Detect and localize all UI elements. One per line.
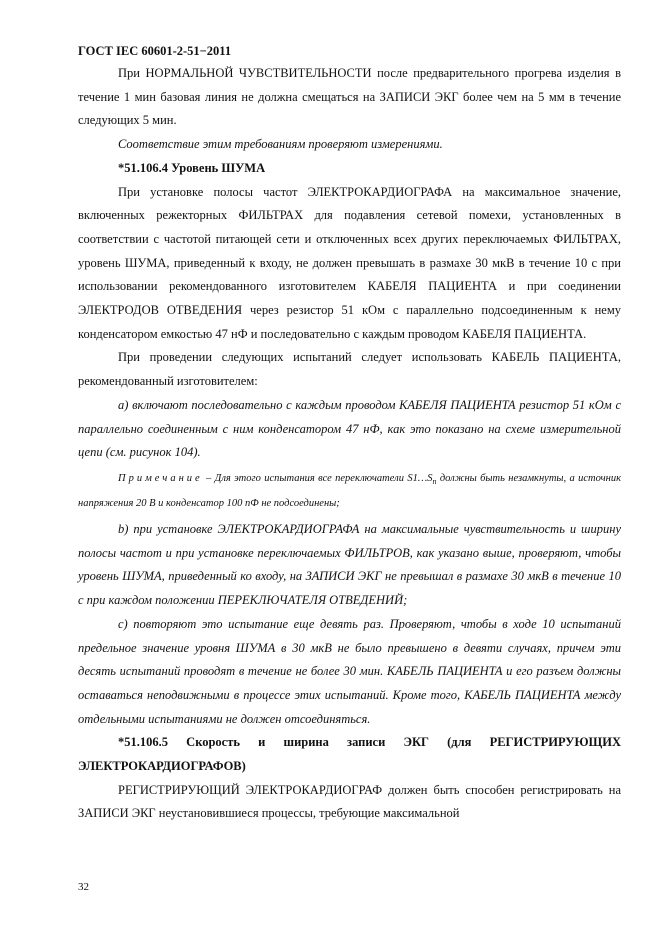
- paragraph-noise-requirement: При установке полосы частот ЭЛЕКТРОКАРДИОГРАФА на максимальное значение, включенных режекторных ФИЛЬТРАХ для подавления сетевой помехи, установленных в соответствии с частотой питающей сети и отключенных всех других переключаемых ФИЛЬТРАХ, уровень ШУМА, приведенный к входу, не должен превышать в размахе 30 мкВ в течение 10 с при использовании рекомендованного изготовителем КАБЕЛЯ ПАЦИЕНТА и при соединении ЭЛЕКТРОДОВ ОТВЕДЕНИЯ через резистор 51 кОм с параллельно подсоединенным к нему конденсатором емкостью 47 нФ и последовательно с каждым проводом КАБЕЛЯ ПАЦИЕНТА.: [78, 184, 621, 341]
- paragraph-baseline-drift: При НОРМАЛЬНОЙ ЧУВСТВИТЕЛЬНОСТИ после предварительного прогрева изделия в течение 1 мин базовая линия не должна смещаться на ЗАПИСИ ЭКГ более чем на 5 мм в течение следующих 5 мин.: [78, 66, 621, 128]
- note-text-b: должны быть незамкнуты, а источник напряжения 20 В и конденсатор 100 пФ не подсоединены;: [78, 472, 621, 510]
- note-text-a: – Для этого испытания все переключатели S1…S: [202, 472, 433, 484]
- section-heading-ecg-speed: *51.106.5 Скорость и ширина записи ЭКГ (для РЕГИСТРИРУЮЩИХ ЭЛЕКТРОКАРДИОГРАФОВ): [78, 735, 621, 774]
- document-header: ГОСТ IEC 60601-2-51−2011: [78, 44, 232, 58]
- note-subscript: n: [432, 477, 437, 487]
- list-item-c: с) повторяют это испытание еще девять раз. Проверяют, чтобы в ходе 10 испытаний предельное значение уровня ШУМА в 30 мкВ не было превышено в девяти случаях, причем эти десять испытаний проводят в течение не более 30 мин. КАБЕЛЬ ПАЦИЕНТА и его разъем должны оставаться неподвижными в процессе этих испытаний. Кроме того, КАБЕЛЬ ПАЦИЕНТА между отдельными испытаниями не должен отсоединяться.: [78, 616, 621, 726]
- note-label: Примечание: [118, 472, 203, 484]
- paragraph-recording-requirement: РЕГИСТРИРУЮЩИЙ ЭЛЕКТРОКАРДИОГРАФ должен быть способен регистрировать на ЗАПИСИ ЭКГ неустановившиеся процессы, требующие максимальной: [78, 782, 621, 821]
- list-item-a: а) включают последовательно с каждым проводом КАБЕЛЯ ПАЦИЕНТА резистор 51 кОм с параллельно соединенным с ним конденсатором 47 нФ, как это показано на схеме измерительной цепи (см. рисунок 104).: [78, 397, 621, 460]
- paragraph-compliance-check: Соответствие этим требованиям проверяют измерениями.: [118, 137, 443, 152]
- page-number: 32: [78, 881, 89, 893]
- list-item-b: b) при установке ЭЛЕКТРОКАРДИОГРАФА на максимальные чувствительность и ширину полосы частот и при установке переключаемых ФИЛЬТРОВ, как указано выше, проверяют, чтобы уровень ШУМА, приведенный ко входу, на ЗАПИСИ ЭКГ не превышал в размахе 30 мкВ в течение 10 с при каждом положении ПЕРЕКЛЮЧАТЕЛЯ ОТВЕДЕНИЙ;: [78, 522, 621, 608]
- section-heading-noise-level: *51.106.4 Уровень ШУМА: [118, 160, 266, 175]
- note-paragraph: [78, 468, 621, 515]
- document-page: [78, 40, 621, 826]
- paragraph-test-cable: При проведении следующих испытаний следует использовать КАБЕЛЬ ПАЦИЕНТА, рекомендованный изготовителем:: [78, 350, 621, 389]
